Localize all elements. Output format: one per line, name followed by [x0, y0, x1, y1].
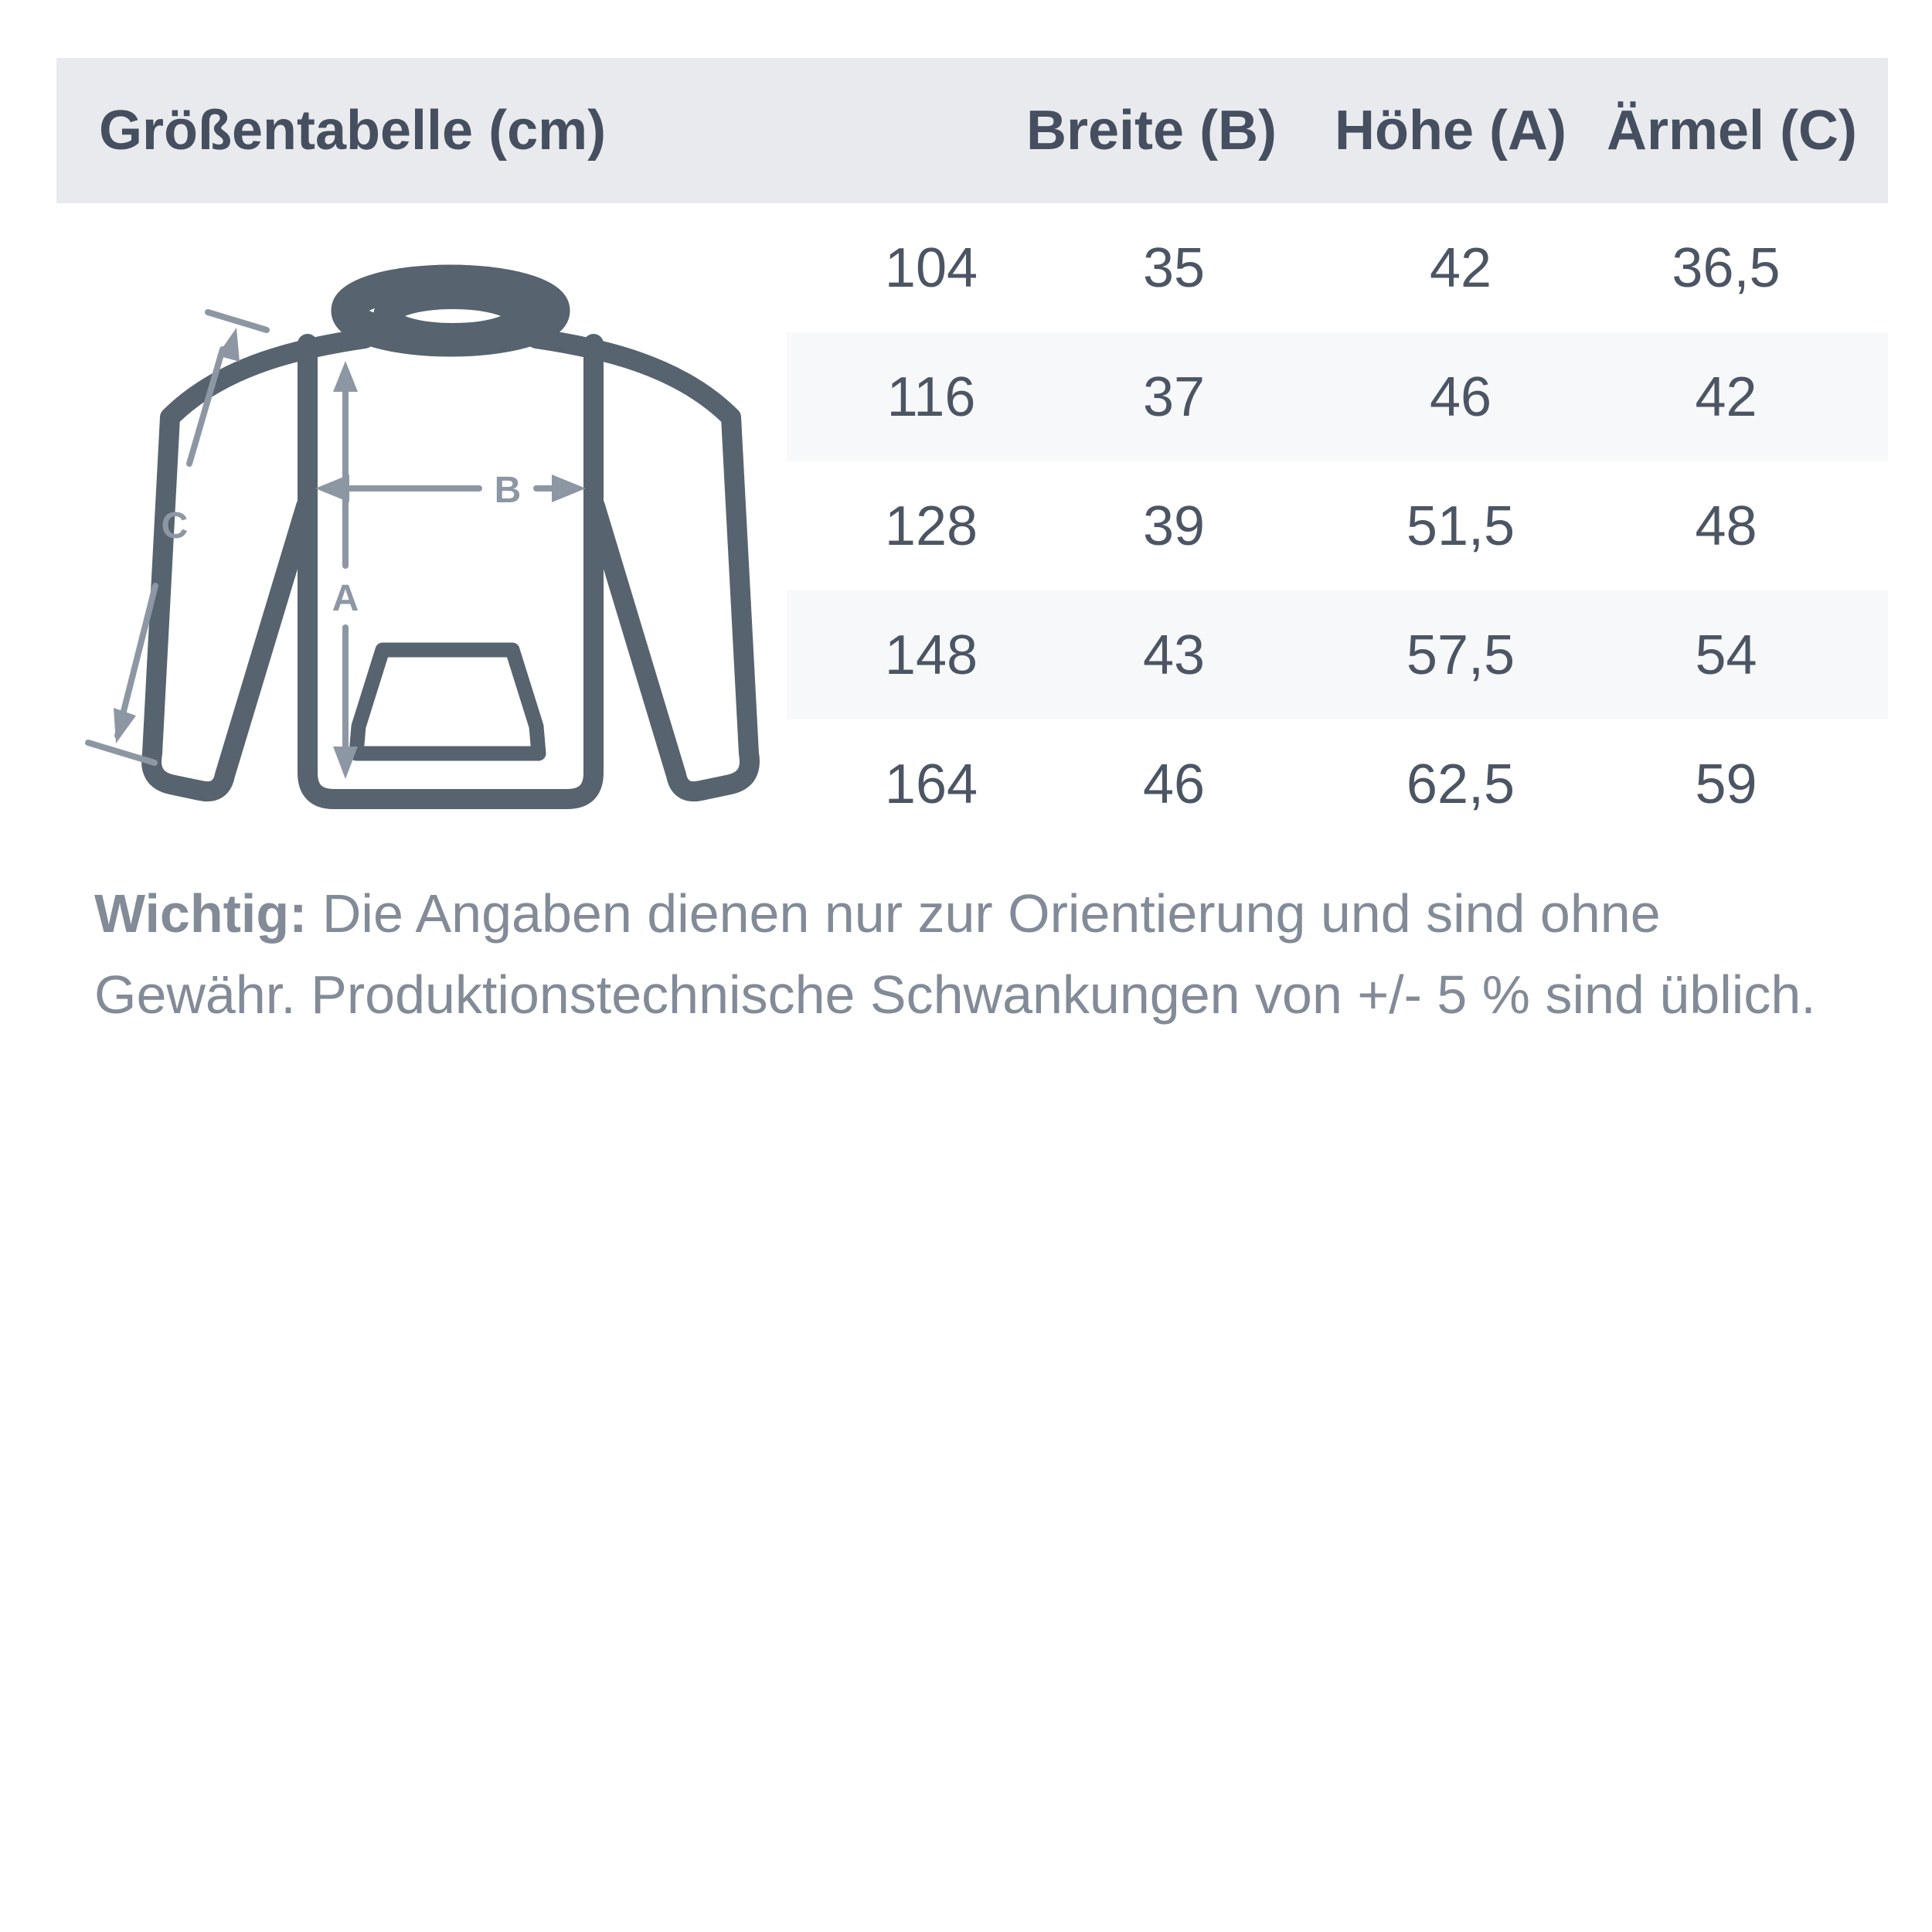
cell-breite: 39 [1142, 495, 1206, 557]
cell-aermel: 54 [1695, 624, 1757, 686]
cell-aermel: 48 [1695, 495, 1757, 557]
measure-label-b: B [494, 470, 522, 511]
cell-size: 104 [884, 236, 978, 299]
cell-size: 148 [884, 624, 978, 686]
measure-label-a: A [332, 578, 359, 619]
cell-breite: 43 [1142, 624, 1206, 686]
cell-breite: 35 [1142, 236, 1206, 299]
cell-hoehe: 51,5 [1406, 495, 1515, 557]
cell-hoehe: 57,5 [1406, 624, 1515, 686]
table-header [56, 58, 1888, 203]
hoodie-left-sleeve [151, 338, 365, 791]
cell-breite: 37 [1142, 366, 1206, 428]
hoodie-pocket [356, 650, 539, 753]
cell-hoehe: 46 [1429, 366, 1492, 428]
cell-size: 128 [884, 495, 978, 557]
important-note [94, 873, 1872, 1036]
important-note-lead: Wichtig: [94, 883, 308, 944]
table-row [787, 590, 1888, 719]
table-row [787, 332, 1888, 461]
column-header-aermel: Ärmel (C) [1606, 100, 1858, 162]
hoodie-hood-opening [386, 296, 519, 336]
column-header-breite: Breite (B) [1026, 100, 1277, 162]
cell-hoehe: 42 [1429, 236, 1492, 299]
size-table-rows [787, 203, 1888, 849]
cell-size: 164 [884, 753, 978, 815]
measure-label-c: C [161, 505, 189, 546]
cell-hoehe: 62,5 [1406, 753, 1515, 815]
cell-aermel: 36,5 [1672, 236, 1781, 299]
measure-arrow-b [315, 470, 586, 511]
table-row [787, 461, 1888, 590]
table-row [787, 203, 1888, 332]
cell-size: 116 [886, 366, 976, 428]
important-note-text: Die Angaben dienen nur zur Orientierung und sind ohne Gewähr. Produktionstechnische Schwankungen von +/- 5 % sind üblich. [94, 883, 1816, 1025]
hoodie-right-sleeve [536, 338, 750, 791]
page-title: Größentabelle (cm) [99, 100, 607, 162]
table-row [787, 719, 1888, 849]
column-header-hoehe: Höhe (A) [1335, 100, 1566, 162]
cell-aermel: 42 [1695, 366, 1757, 428]
cell-aermel: 59 [1695, 753, 1757, 815]
cell-breite: 46 [1142, 753, 1206, 815]
hoodie-measurement-diagram-icon [74, 209, 781, 854]
